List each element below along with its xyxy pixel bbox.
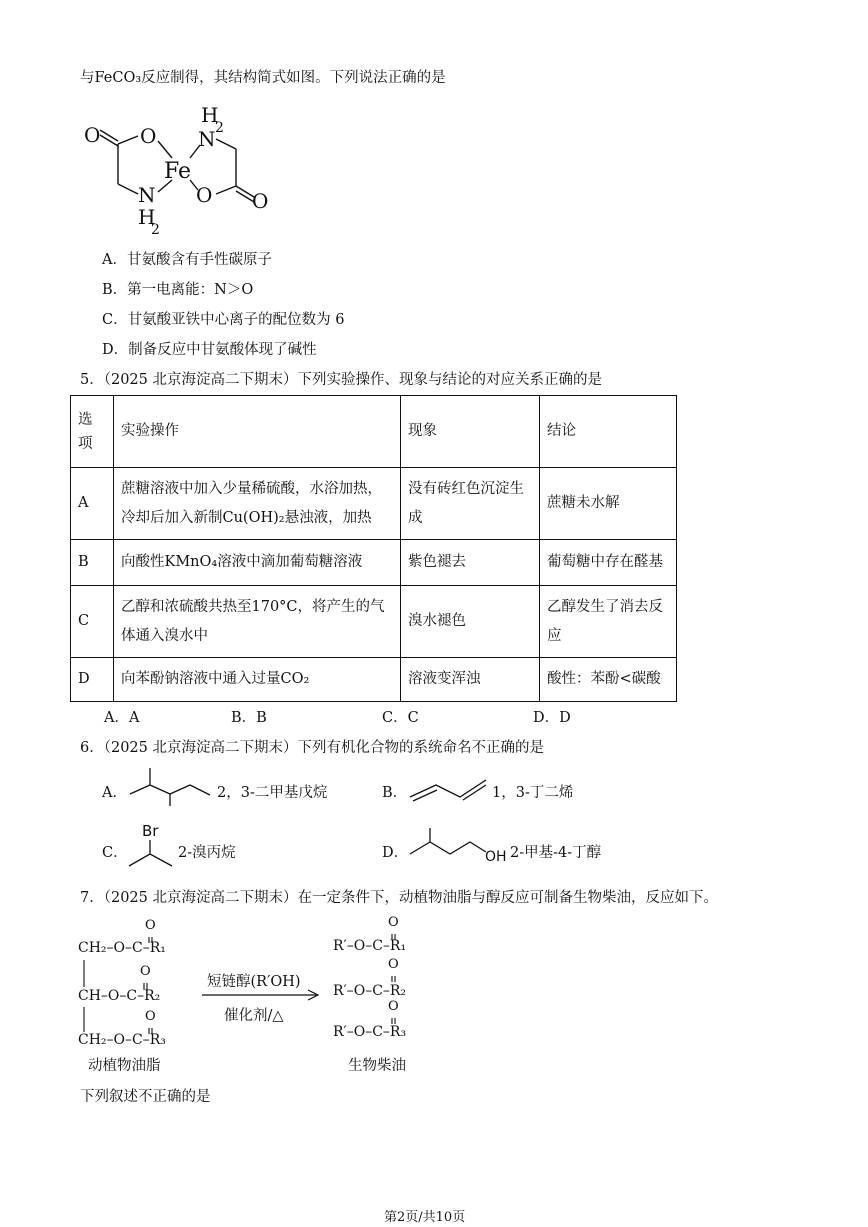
row-option: A — [71, 468, 114, 540]
triglyceride-bonds — [78, 930, 178, 1040]
carbonyl-oxygen: O — [145, 918, 156, 933]
carbonyl-oxygen: O — [388, 957, 399, 972]
row-option: B — [71, 540, 114, 586]
bromine-atom: Br — [142, 822, 159, 840]
q4-option-a: A．甘氨酸含有手性碳原子 — [102, 252, 272, 268]
page-footer: 第2页/共10页 — [384, 1210, 466, 1225]
q5-stem: 5．（2025 北京海淀高二下期末）下列实验操作、现象与结论的对应关系正确的是 — [80, 372, 602, 388]
hydroxyl-group: OH — [485, 849, 507, 865]
carbonyl-oxygen: O — [140, 964, 151, 979]
row-operation: 向酸性KMnO₄溶液中滴加葡萄糖溶液 — [114, 540, 401, 586]
table-row — [71, 540, 677, 586]
table-row — [71, 586, 677, 658]
ferrous-glycinate-structure — [78, 98, 288, 238]
atom-h: H — [138, 205, 156, 229]
label-biodiesel: 生物柴油 — [348, 1058, 406, 1074]
atom-n: N — [138, 183, 156, 207]
q7-stem: 7．（2025 北京海淀高二下期末）在一定条件下，动植物油脂与醇反应可制备生物柴油，反应如下。 — [80, 890, 718, 906]
triglyceride-line-3: CH₂–O–C–R₃ — [78, 1032, 166, 1048]
row-phenomenon: 紫色褪去 — [401, 540, 540, 586]
skeletal-2-bromopropane — [126, 840, 176, 872]
reaction-arrow — [200, 988, 324, 1002]
q5-answer-b: B．B — [231, 710, 267, 726]
skeletal-1-3-butadiene — [406, 772, 492, 802]
biodiesel-line-2: R′–O–C–R₂ — [333, 983, 407, 999]
biodiesel-line-1: R′–O–C–R₁ — [333, 938, 407, 954]
q6-option-c-name: 2-溴丙烷 — [178, 845, 236, 861]
atom-o: O — [196, 183, 213, 207]
row-operation: 乙醇和浓硫酸共热至170°C，将产生的气体通入溴水中 — [114, 586, 401, 658]
triglyceride-line-2: CH–O–C–R₂ — [78, 988, 161, 1004]
atom-fe: Fe — [164, 159, 192, 184]
q6-option-a-name: 2，3-二甲基戊烷 — [217, 785, 328, 801]
atom-o: O — [84, 123, 101, 147]
biodiesel-bonds — [388, 930, 408, 1030]
row-conclusion: 葡萄糖中存在醛基 — [540, 540, 677, 586]
q6-option-b-letter: B． — [382, 785, 408, 801]
table-header-row — [71, 396, 677, 468]
q4-option-b: B．第一电离能：N＞O — [102, 282, 254, 298]
header-phenomenon: 现象 — [401, 396, 540, 468]
row-conclusion: 乙醇发生了消去反应 — [540, 586, 677, 658]
table-row — [71, 468, 677, 540]
skeletal-2-3-dimethylpentane — [126, 766, 218, 806]
atom-o: O — [252, 189, 269, 213]
arrow-bottom-label: 催化剂/△ — [224, 1008, 284, 1024]
table-row — [71, 658, 677, 702]
q6-option-d-name: 2-甲基-4-丁醇 — [510, 845, 602, 861]
header-conclusion: 结论 — [540, 396, 677, 468]
q5-answer-d: D．D — [533, 710, 571, 726]
biodiesel-line-3: R′–O–C–R₃ — [333, 1024, 407, 1040]
label-oils-fats: 动植物油脂 — [88, 1058, 161, 1074]
carbonyl-oxygen: O — [145, 1009, 156, 1024]
q4-option-d: D．制备反应中甘氨酸体现了碱性 — [102, 342, 317, 358]
subscript: 2 — [215, 120, 224, 136]
arrow-top-label: 短链醇(R′OH) — [207, 974, 301, 990]
q4-intro: 与FeCO₃反应制得，其结构简式如图。下列说法正确的是 — [80, 70, 446, 86]
atom-n: N — [198, 127, 216, 151]
header-operation: 实验操作 — [114, 396, 401, 468]
header-option: 选项 — [71, 396, 114, 468]
triglyceride-line-1: CH₂–O–C–R₁ — [78, 940, 166, 956]
experiment-table — [70, 395, 677, 702]
q6-option-a-letter: A． — [102, 785, 127, 801]
row-operation: 向苯酚钠溶液中通入过量CO₂ — [114, 658, 401, 702]
q5-answer-a: A．A — [104, 710, 140, 726]
q5-answer-c: C．C — [382, 710, 419, 726]
row-phenomenon: 没有砖红色沉淀生成 — [401, 468, 540, 540]
carbonyl-oxygen: O — [388, 999, 399, 1014]
row-conclusion: 蔗糖未水解 — [540, 468, 677, 540]
q6-option-c-letter: C． — [102, 845, 128, 861]
q6-option-b-name: 1，3-丁二烯 — [492, 785, 574, 801]
q6-stem: 6．（2025 北京海淀高二下期末）下列有机化合物的系统命名不正确的是 — [80, 740, 544, 756]
carbonyl-oxygen: O — [388, 915, 399, 930]
row-operation: 蔗糖溶液中加入少量稀硫酸，水浴加热，冷却后加入新制Cu(OH)₂悬浊液，加热 — [114, 468, 401, 540]
row-conclusion: 酸性：苯酚<碳酸 — [540, 658, 677, 702]
q6-option-d-letter: D． — [382, 845, 409, 861]
q4-option-c: C．甘氨酸亚铁中心离子的配位数为 6 — [102, 312, 345, 328]
row-option: C — [71, 586, 114, 658]
row-phenomenon: 溴水褪色 — [401, 586, 540, 658]
skeletal-alcohol — [406, 828, 490, 864]
atom-h: H — [201, 103, 219, 127]
row-option: D — [71, 658, 114, 702]
row-phenomenon: 溶液变浑浊 — [401, 658, 540, 702]
atom-o: O — [140, 124, 157, 148]
subscript: 2 — [151, 222, 160, 238]
q7-after: 下列叙述不正确的是 — [80, 1089, 211, 1105]
